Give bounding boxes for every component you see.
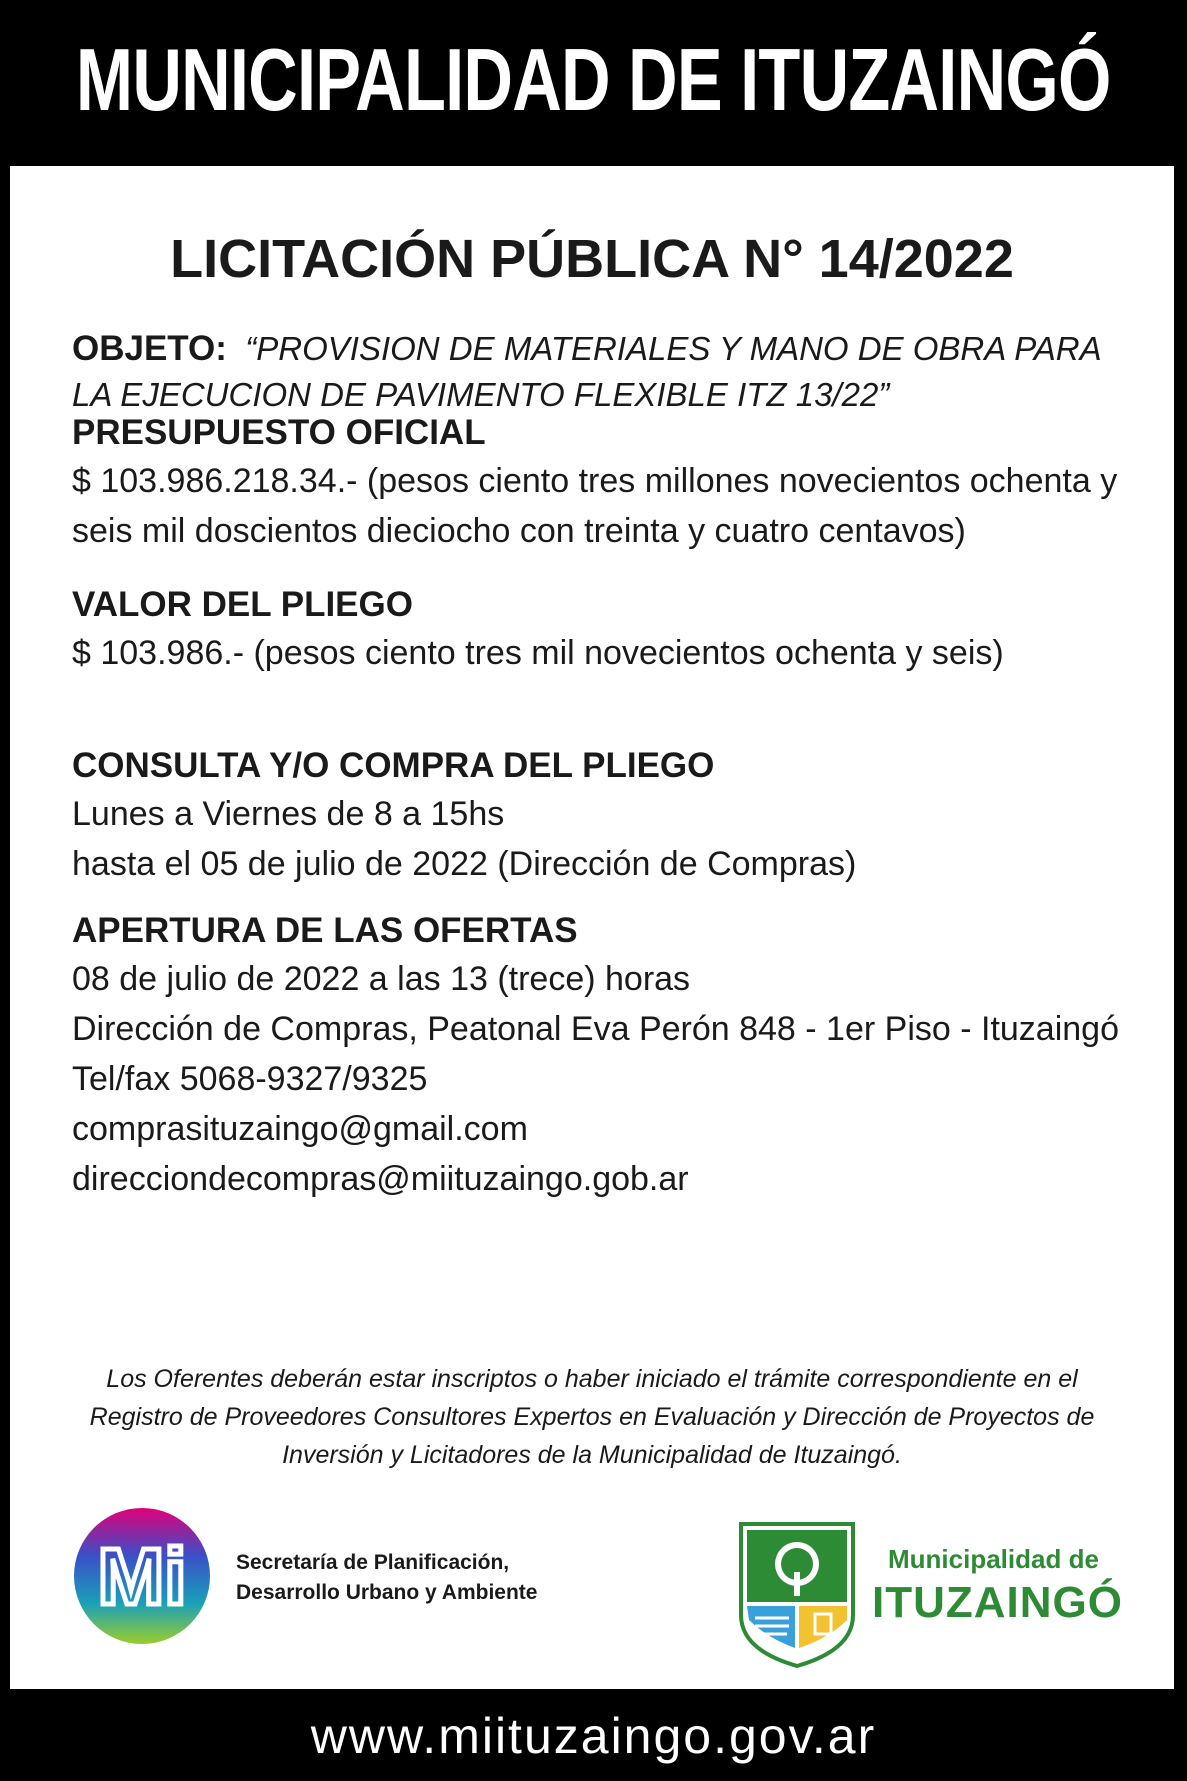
mi-logo: [72, 1506, 212, 1646]
apertura-section: [72, 908, 1142, 1204]
secretaria-label: [236, 1548, 537, 1608]
footer-banner: [0, 1690, 1187, 1781]
pliego-line-1: $ 103.986.- (pesos ciento tres mil novecientos ochenta y seis): [72, 634, 1004, 672]
apertura-line-2: Dirección de Compras, Peatonal Eva Perón 848 - 1er Piso - Ituzaingó: [72, 1010, 1119, 1048]
website-link[interactable]: www.miituzaingo.gov.ar: [310, 1707, 877, 1764]
apertura-line-5: direcciondecompras@miituzaingo.gob.ar: [72, 1160, 689, 1198]
consulta-heading: CONSULTA Y/O COMPRA DEL PLIEGO: [72, 746, 715, 785]
objeto-label: OBJETO:: [72, 329, 227, 368]
presupuesto-section: [72, 410, 1142, 556]
licitacion-title: LICITACIÓN PÚBLICA N° 14/2022: [170, 229, 1014, 289]
consulta-line-1: Lunes a Viernes de 8 a 15hs: [72, 795, 505, 833]
svg-text:Mi: Mi: [97, 1532, 187, 1621]
header-banner: [0, 0, 1187, 160]
pliego-section: [72, 582, 1142, 678]
objeto-section: [72, 326, 1142, 418]
registration-note: [70, 1360, 1114, 1474]
notice-panel: [10, 166, 1174, 1689]
ituzaingo-crest-icon: [737, 1520, 857, 1670]
secretaria-line-2: Desarrollo Urbano y Ambiente: [236, 1581, 538, 1604]
objeto-text: “PROVISION DE MATERIALES Y MANO DE OBRA PARA LA EJECUCION DE PAVIMENTO FLEXIBLE ITZ 13/22”: [72, 330, 1101, 413]
note-line-1: Los Oferentes deberán estar inscriptos o haber iniciado el trámite correspondiente en el: [106, 1365, 1078, 1393]
apertura-line-1: 08 de julio de 2022 a las 13 (trece) horas: [72, 960, 691, 998]
note-line-3: Inversión y Licitadores de la Municipalidad de Ituzaingó.: [282, 1441, 902, 1469]
presupuesto-line-2: seis mil doscientos dieciocho con treinta y cuatro centavos): [72, 512, 966, 550]
presupuesto-heading: PRESUPUESTO OFICIAL: [72, 413, 486, 452]
note-line-2: Registro de Proveedores Consultores Expertos en Evaluación y Dirección de Proyectos de: [89, 1403, 1095, 1431]
municipality-title: MUNICIPALIDAD DE ITUZAINGÓ: [76, 30, 1111, 129]
apertura-heading: APERTURA DE LAS OFERTAS: [72, 911, 578, 950]
municipalidad-small-label: Municipalidad de: [888, 1544, 1099, 1574]
pliego-heading: VALOR DEL PLIEGO: [72, 585, 413, 624]
consulta-section: [72, 743, 1142, 889]
consulta-line-2: hasta el 05 de julio de 2022 (Dirección de Compras): [72, 845, 857, 883]
apertura-line-4: comprasituzaingo@gmail.com: [72, 1110, 528, 1148]
presupuesto-line-1: $ 103.986.218.34.- (pesos ciento tres millones novecientos ochenta y: [72, 462, 1118, 500]
municipalidad-big-label: ITUZAINGÓ: [872, 1578, 1123, 1627]
secretaria-line-1: Secretaría de Planificación,: [236, 1551, 510, 1574]
apertura-line-3: Tel/fax 5068-9327/9325: [72, 1060, 428, 1098]
